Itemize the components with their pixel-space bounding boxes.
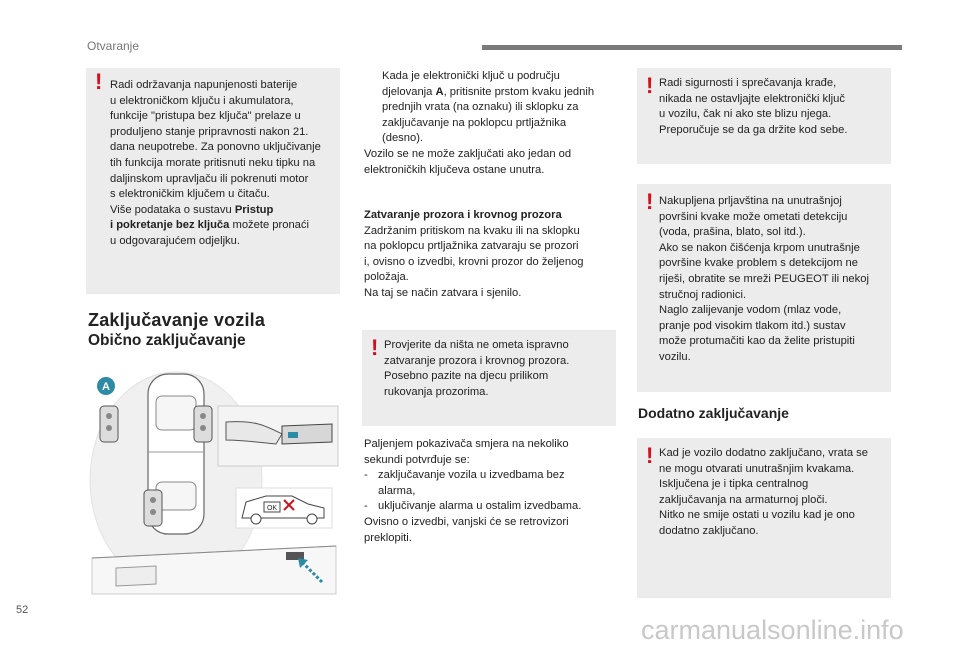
- bold-term: A: [435, 85, 444, 98]
- note-line: Posebno pazite na djecu prilikom: [384, 370, 549, 383]
- text-line: na poklopcu prtljažnika zatvaraju se prozori: [364, 240, 579, 253]
- deadlock-note: [637, 438, 891, 598]
- battery-note: [86, 68, 340, 294]
- note-line: Više podataka o sustavu Pristup: [110, 203, 274, 216]
- note-line: riješi, obratite se mreži PEUGEOT ili nekoj: [659, 272, 869, 285]
- text-line: položaja.: [364, 271, 409, 284]
- dirt-detection-note: [637, 184, 891, 392]
- watermark: carmanualsonline.info: [641, 615, 904, 645]
- note-line: u odgovarajućem odjeljku.: [110, 234, 240, 247]
- key-fob-icon: [194, 406, 212, 442]
- note-line: Preporučuje se da ga držite kod sebe.: [659, 123, 848, 136]
- note-line: rukovanja prozorima.: [384, 385, 489, 398]
- note-line: Kad je vozilo dodatno zaključano, vrata se: [659, 447, 868, 459]
- handle-lock-sensor: [288, 432, 298, 438]
- note-line: Radi održavanja napunjenosti baterije: [110, 79, 298, 91]
- note-line: Ako se nakon čišćenja krpom unutrašnje: [659, 241, 860, 254]
- warning-icon: !: [646, 443, 654, 468]
- note-line: u elektroničkom ključu i akumulatora,: [110, 94, 294, 107]
- note-line: Provjerite da ništa ne ometa ispravno: [384, 339, 569, 351]
- text-line: Ovisno o izvedbi, vanjski će se retrovizori: [364, 515, 569, 528]
- note-line: stručnoj radionici.: [659, 288, 747, 301]
- instruction-bullet: [364, 69, 614, 147]
- key-fob-icon: [100, 406, 118, 442]
- note-line: (voda, prašina, blato, sol itd.).: [659, 226, 806, 239]
- warning-icon: !: [646, 189, 654, 214]
- note-line: i pokretanje bez ključa možete pronaći: [110, 219, 309, 232]
- text-line: (desno).: [382, 132, 424, 145]
- page-number: 52: [16, 604, 29, 616]
- note-line: Naglo zalijevanje vodom (mlaz vode,: [659, 304, 842, 317]
- section-title-locking: Zaključavanje vozila: [88, 310, 266, 330]
- note-line: s elektroničkim ključem u čitaču.: [110, 188, 270, 201]
- locking-illustration: [86, 362, 340, 597]
- ok-label: OK: [266, 505, 278, 512]
- warning-icon: !: [646, 73, 654, 98]
- note-line: zatvaranje prozora i krovnog prozora.: [384, 354, 570, 367]
- text-line: djelovanja A, pritisnite prstom kvaku jednih: [382, 85, 595, 98]
- note-line: Nitko ne smije ostati u vozilu kad je ono: [659, 509, 855, 522]
- note-line: funkcije "pristupa bez ključa" prelaze u: [110, 110, 301, 123]
- note-line: nikada ne ostavljajte elektronički ključ: [659, 92, 845, 105]
- note-line: u vozilu, čak ni ako ste blizu njega.: [659, 108, 832, 121]
- subsection-title-normal-locking: Obično zaključavanje: [88, 332, 246, 349]
- text-line: sekundi potvrđuje se:: [364, 453, 470, 466]
- note-line: dana neupotrebe. Za ponovno uključivanje: [110, 141, 321, 154]
- key-fob-icon: [144, 490, 162, 526]
- warning-icon: !: [371, 335, 379, 360]
- security-note: [637, 68, 891, 164]
- note-line: pranje pod visokim tlakom itd.) sustav: [659, 319, 846, 332]
- zone-marker-label: A: [102, 381, 110, 393]
- note-line: produljeno stanje pripravnosti nakon 21.: [110, 125, 309, 138]
- text-line: elektroničkih ključeva ostane unutra.: [364, 163, 545, 176]
- text-line: Paljenjem pokazivača smjera na nekoliko: [364, 438, 569, 450]
- text-line: preklopiti.: [364, 531, 412, 544]
- text-line: Na taj se način zatvara i sjenilo.: [364, 286, 522, 299]
- list-item: - uključivanje alarma u ostalim izvedbama.: [364, 500, 582, 513]
- text-line: prednjih vrata (na oznaku) ili sklopku za: [382, 101, 579, 114]
- header-bar: [482, 45, 902, 50]
- note-line: Isključena je i tipka centralnog: [659, 478, 809, 491]
- note-line: Radi sigurnosti i sprečavanja krađe,: [659, 77, 837, 89]
- note-line: ne mogu otvarati unutrašnjim kvakama.: [659, 462, 855, 475]
- text-line: i, ovisno o izvedbi, krovni prozor do željenog: [364, 255, 584, 268]
- note-line: dodatno zaključano.: [659, 524, 759, 537]
- note-line: daljinskom upravljaču ili pokrenuti motor: [110, 172, 309, 185]
- note-line: Nakupljena prljavština na unutrašnjoj: [659, 195, 842, 207]
- bold-term: Pristup: [234, 203, 274, 216]
- warning-icon: !: [95, 69, 103, 94]
- text-line: Kada je elektronički ključ u području: [382, 70, 560, 82]
- note-line: površine kvake problem s detekcijom ne: [659, 257, 858, 270]
- list-item: - zaključavanje vozila u izvedbama bez alarma,: [364, 469, 565, 497]
- windows-safety-note: [362, 330, 616, 426]
- windows-closing-title: Zatvaranje prozora i krovnog prozora: [364, 209, 562, 221]
- bold-term: i pokretanje bez ključa: [110, 219, 230, 232]
- header-title: Otvaranje: [87, 39, 140, 53]
- section-title-extra-locking: Dodatno zaključavanje: [638, 405, 789, 421]
- text-line: Zadržanim pritiskom na kvaku ili na sklopku: [364, 224, 580, 237]
- note-line: može protumačiti kao da želite pristupiti: [659, 335, 855, 348]
- text-line: Vozilo se ne može zaključati ako jedan od: [364, 147, 572, 160]
- note-line: zaključavanja na armaturnoj ploči.: [659, 493, 828, 506]
- note-line: tih funkcija morate pritisnuti neku tipku na: [110, 156, 316, 169]
- note-line: površini kvake može ometati detekciju: [659, 210, 848, 223]
- text-line: zaključavanje na poklopcu prtljažnika: [382, 116, 567, 129]
- note-line: vozilu.: [659, 350, 691, 363]
